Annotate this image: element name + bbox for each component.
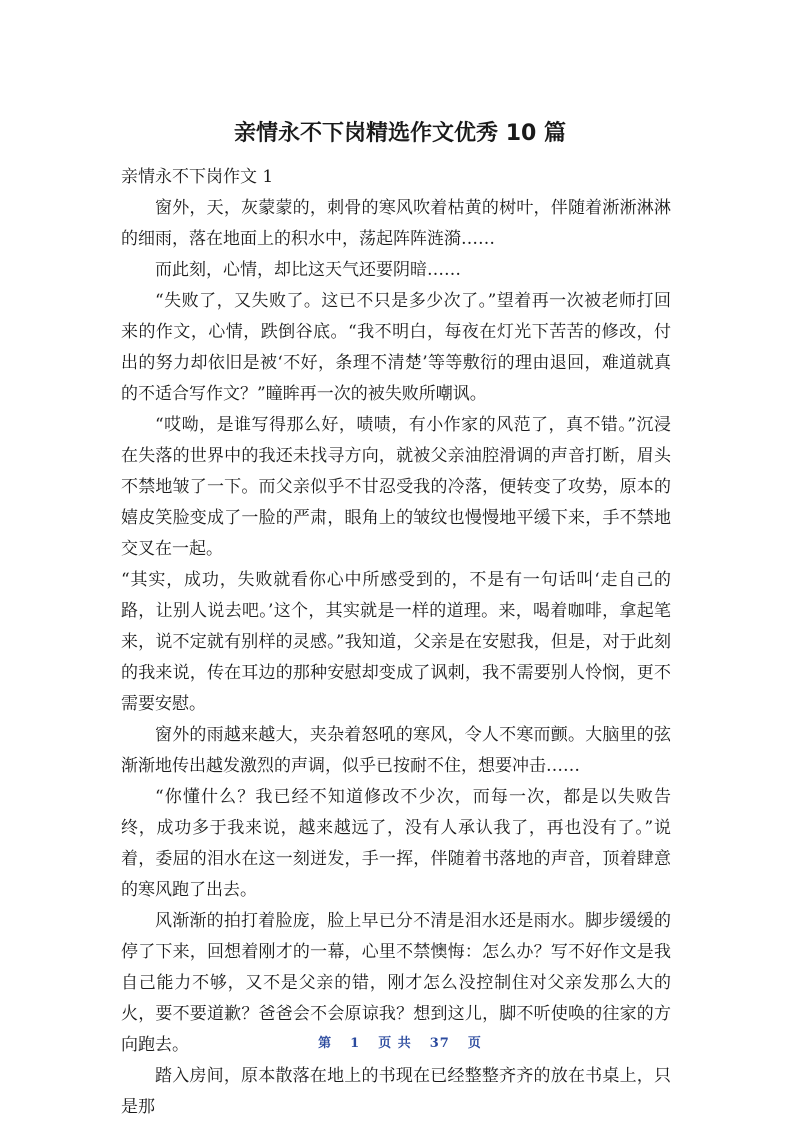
paragraph-2: 而此刻，心情，却比这天气还要阴暗…… [155,260,461,280]
paragraph-7: “你懂什么？我已经不知道修改不少次，而每一次，都是以失败告终，成功多于我来说，越来越远了，没有人承认我了，再也没有了。”说着，委屈的泪水在这一刻迸发，手一挥，伴随着书落地的声音，顶着肆意的寒风跑了出去。 [121,787,671,900]
paragraph-5: “其实，成功，失败就看你心中所感受到的，不是有一句话叫‘走自己的路，让别人说去吧。’这个，其实就是一样的道理。来，喝着咖啡，拿起笔来，说不定就有别样的灵感。”我知道，父亲是在安慰我，但是，对于此刻的我来说，传在耳边的那种安慰却变成了讽刺，我不需要别人怜悯，更不需要安慰。 [121,570,671,714]
document-title: 亲情永不下岗精选作文优秀 10 篇 [234,121,566,146]
paragraph-9: 踏入房间，原本散落在地上的书现在已经整整齐齐的放在书桌上，只是那 [121,1066,671,1117]
paragraph-8: 风渐渐的拍打着脸庞，脸上早已分不清是泪水还是雨水。脚步缓缓的停了下来，回想着刚才的一幕，心里不禁懊悔：怎么办？写不好作文是我自己能力不够，又不是父亲的错，刚才怎么没控制住对父亲发那么大的火，要不要道歉？爸爸会不会原谅我？想到这儿，脚不听使唤的往家的方向跑去。 [121,911,671,1055]
paragraph-4: “哎呦，是谁写得那么好，啧啧，有小作家的风范了，真不错。”沉浸在失落的世界中的我还未找寻方向，就被父亲油腔滑调的声音打断，眉头不禁地皱了一下。而父亲似乎不甘忍受我的冷落，便转变了攻势，原本的嬉皮笑脸变成了一脸的严肃，眼角上的皱纹也慢慢地平缓下来，手不禁地交叉在一起。 [121,415,671,559]
document-body [121,162,671,1123]
paragraph-3: “失败了，又失败了。这已不只是多少次了。”望着再一次被老师打回来的作文，心情，跌倒谷底。“我不明白，每夜在灯光下苦苦的修改，付出的努力却依旧是被‘不好，条理不清楚’等等敷衍的理由退回，难道就真的不适合写作文？”瞳眸再一次的被失败所嘲讽。 [121,291,671,404]
footer-ye: 页 [467,1036,482,1051]
paragraph-6: 窗外的雨越来越大，夹杂着怒吼的寒风，令人不寒而颤。大脑里的弦渐渐地传出越发激烈的声调，似乎已按耐不住，想要冲击…… [121,725,671,776]
section-subtitle: 亲情永不下岗作文 1 [121,167,274,187]
footer-current-page: 1 [350,1036,361,1051]
footer-di: 第 [318,1036,333,1051]
paragraph-1: 窗外，天，灰蒙蒙的，刺骨的寒风吹着枯黄的树叶，伴随着淅淅淋淋的细雨，落在地面上的积水中，荡起阵阵涟漪…… [121,198,671,249]
footer-total-pages: 37 [429,1036,450,1051]
footer-ye-gong: 页 共 [378,1036,412,1051]
page-footer [0,1032,800,1051]
